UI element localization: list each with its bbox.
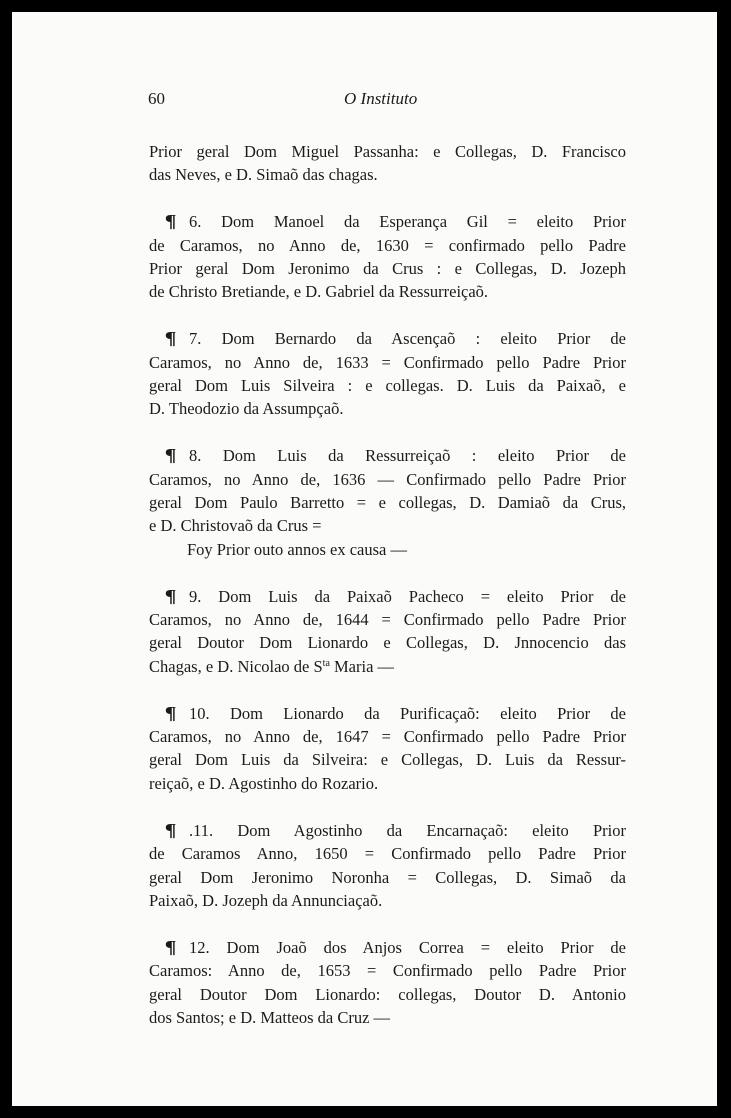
text-line: Chagas, e D. Nicolao de $S^{ta}$ Maria —: [149, 656, 395, 676]
text-line: Caramos, no Anno de, 1633 = Confirmado pello Padre Prior: [149, 352, 626, 372]
paragraph-entry-9: [149, 585, 626, 679]
paragraph-entry-12: [149, 936, 626, 1030]
pilcrow-icon: ¶: [164, 585, 177, 606]
text-line: Caramos: Anno de, 1653 = Confirmado pello Padre Prior: [149, 961, 626, 981]
text-line: geral Doutor Dom Lionardo: collegas, Doutor D. Antonio: [149, 984, 626, 1004]
text-line: reiçaõ, e D. Agostinho do Rozario.: [149, 773, 379, 793]
running-head: [148, 89, 620, 113]
pilcrow-icon: ¶: [164, 211, 177, 232]
paragraph-entry-7: [149, 327, 626, 421]
superscript: ta: [322, 657, 330, 669]
text-line: geral Dom Paulo Barretto = e collegas, D. Damiaõ da Crus,: [149, 493, 626, 513]
running-title: O Instituto: [344, 89, 418, 108]
book-page: [12, 12, 717, 1106]
note-line: Foy Prior outo annos ex causa —: [187, 539, 407, 559]
text-line: Prior geral Dom Jeronimo da Crus : e Collegas, D. Jozeph: [149, 259, 626, 279]
pilcrow-icon: ¶: [164, 936, 177, 957]
text-line: Caramos, no Anno de, 1644 = Confirmado pello Padre Prior: [149, 610, 626, 630]
text-line: de Caramos, no Anno de, 1630 = confirmado pello Padre: [149, 235, 626, 255]
paragraph-1: [149, 140, 626, 187]
paragraph-entry-8: [149, 444, 626, 561]
text-line: geral Dom Luis Silveira : e collegas. D. Luis da Paixaõ, e: [149, 376, 626, 396]
pilcrow-icon: ¶: [164, 445, 177, 466]
text-line: geral Dom Luis da Silveira: e Collegas, D. Luis da Ressur-: [149, 750, 626, 770]
text-line: D. Theodozio da Assumpçaõ.: [149, 399, 344, 419]
text-line: geral Dom Jeronimo Noronha = Collegas, D. Simaõ da: [149, 867, 626, 887]
page-number: 60: [148, 89, 165, 108]
text-line: ¶ 10. Dom Lionardo da Purificaçaõ: eleito Prior de: [149, 702, 626, 725]
text-line: ¶ 6. Dom Manoel da Esperança Gil = eleito Prior: [149, 210, 626, 233]
text-line: de Caramos Anno, 1650 = Confirmado pello Padre Prior: [149, 844, 626, 864]
text-line: ¶ 7. Dom Bernardo da Ascençaõ : eleito Prior de: [149, 327, 626, 350]
pilcrow-icon: ¶: [164, 819, 177, 840]
text-line: ¶ 9. Dom Luis da Paixaõ Pacheco = eleito Prior de: [149, 585, 626, 608]
text-line: e D. Christovaõ da Crus =: [149, 516, 322, 536]
text-line: Prior geral Dom Miguel Passanha: e Collegas, D. Francisco: [149, 142, 626, 161]
text-line: ¶ .11. Dom Agostinho da Encarnaçaõ: eleito Prior: [149, 819, 626, 842]
text-line: Caramos, no Anno de, 1647 = Confirmado pello Padre Prior: [149, 727, 626, 747]
text-line: geral Doutor Dom Lionardo e Collegas, D. Jnnocencio das: [149, 633, 626, 653]
paragraph-entry-10: [149, 702, 626, 796]
pilcrow-icon: ¶: [164, 702, 177, 723]
text-line: ¶ 8. Dom Luis da Ressurreiçaõ : eleito Prior de: [149, 444, 626, 467]
text-line: Paixaõ, D. Jozeph da Annunciaçaõ.: [149, 890, 383, 910]
paragraph-entry-6: [149, 210, 626, 304]
pilcrow-icon: ¶: [164, 328, 177, 349]
text-line: de Christo Bretiande, e D. Gabriel da Ressurreiçaõ.: [149, 282, 489, 302]
text-line: Caramos, no Anno de, 1636 — Confirmado pello Padre Prior: [149, 469, 626, 489]
paragraph-entry-11: [149, 819, 626, 913]
text-line: dos Santos; e D. Matteos da Cruz —: [149, 1007, 391, 1027]
body-text: [149, 140, 626, 1053]
text-line: das Neves, e D. Simaõ das chagas.: [149, 165, 378, 185]
text-line: ¶ 12. Dom Joaõ dos Anjos Correa = eleito Prior de: [149, 936, 626, 959]
